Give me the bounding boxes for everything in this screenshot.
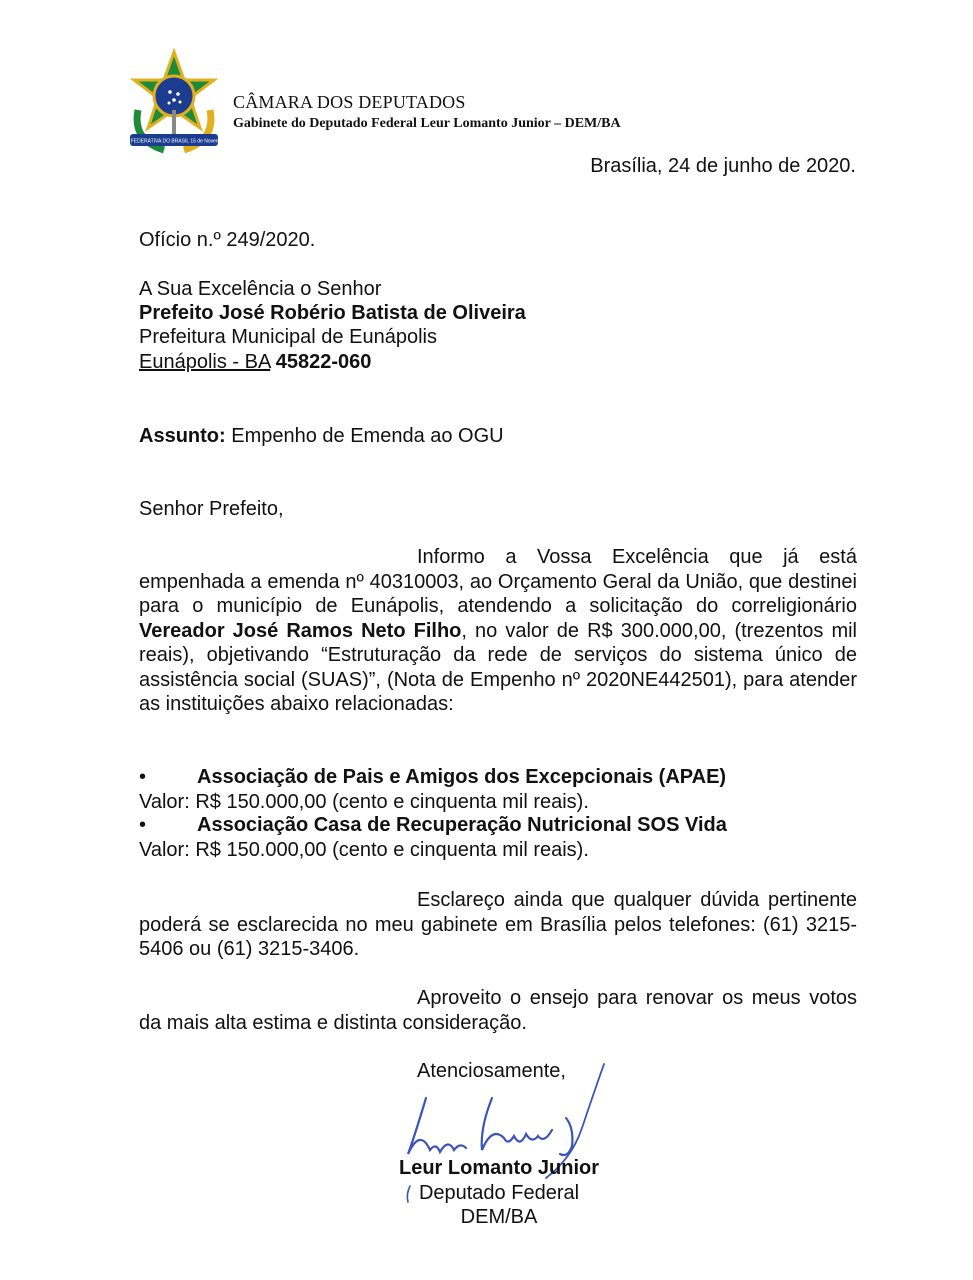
institution-item bbox=[139, 814, 727, 837]
subject-text: Empenho de Emenda ao OGU bbox=[231, 425, 504, 447]
recipient-name: Prefeito José Robério Batista de Oliveira bbox=[139, 302, 526, 324]
signer-title: Deputado Federal bbox=[418, 1182, 580, 1204]
oficio-number: Ofício n.º 249/2020. bbox=[139, 229, 316, 251]
institution-name: CÂMARA DOS DEPUTADOS bbox=[233, 92, 466, 112]
body-paragraph-2 bbox=[139, 888, 857, 962]
body-paragraph-3 bbox=[139, 986, 857, 1035]
bullet-mark: • bbox=[139, 814, 147, 836]
p3-text: Aproveito o ensejo para renovar os meus votos da mais alta estima e distinta consideração. bbox=[139, 987, 857, 1034]
institution-value-2: Valor: R$ 150.000,00 (cento e cinquenta mil reais). bbox=[139, 839, 589, 861]
signer-name: Leur Lomanto Junior bbox=[399, 1157, 599, 1179]
institution-name-1: Associação de Pais e Amigos dos Excepcionais (APAE) bbox=[197, 766, 727, 788]
body-paragraph-1 bbox=[139, 545, 857, 717]
subject-line bbox=[139, 424, 504, 449]
institution-item bbox=[139, 766, 726, 789]
date-line: Brasília, 24 de junho de 2020. bbox=[590, 155, 856, 177]
p1-part2: , no valor de R$ 300.000,00, (trezentos mil reais), objetivando “Estruturação da rede de serviços do sistema único de assistência social (SUAS)”, (Nota de Empenho nº 2020NE442501), para atender as instituições abaixo relacionadas: bbox=[139, 619, 857, 715]
closing-atenciosamente: Atenciosamente, bbox=[417, 1060, 566, 1082]
greeting: Senhor Prefeito, bbox=[139, 498, 284, 520]
brazil-coat-of-arms-icon bbox=[101, 50, 247, 160]
p1-vereador: Vereador José Ramos Neto Filho bbox=[139, 619, 462, 642]
office-name: Gabinete do Deputado Federal Leur Lomanto Junior – DEM/BA bbox=[233, 116, 621, 131]
institution-name-2: Associação Casa de Recuperação Nutricional SOS Vida bbox=[197, 814, 727, 836]
institution-value-1: Valor: R$ 150.000,00 (cento e cinquenta mil reais). bbox=[139, 791, 589, 813]
signer-party: DEM/BA bbox=[460, 1206, 538, 1228]
recipient-cep: 45822-060 bbox=[275, 351, 372, 373]
recipient-org: Prefeitura Municipal de Eunápolis bbox=[139, 326, 437, 348]
seal-ribbon-text: REPUBLICA FEDERATIVA DO BRASIL 15 de Novembro de 1889 bbox=[101, 138, 247, 145]
subject-label: Assunto: bbox=[139, 425, 226, 447]
recipient-address bbox=[139, 350, 371, 375]
recipient-city: Eunápolis - BA bbox=[139, 351, 271, 373]
recipient-salutation: A Sua Excelência o Senhor bbox=[139, 278, 382, 300]
bullet-mark: • bbox=[139, 766, 147, 788]
p2-text: Esclareço ainda que qualquer dúvida pertinente poderá se esclarecida no meu gabinete em Brasília pelos telefones: (61) 3215-5406 ou (61) 3215-3406. bbox=[139, 889, 857, 960]
p1-part1: Informo a Vossa Excelência que já está empenhada a emenda nº 40310003, ao Orçamento Geral da União, que destinei para o município de Eunápolis, atendendo a solicitação do correligionário bbox=[139, 546, 857, 617]
